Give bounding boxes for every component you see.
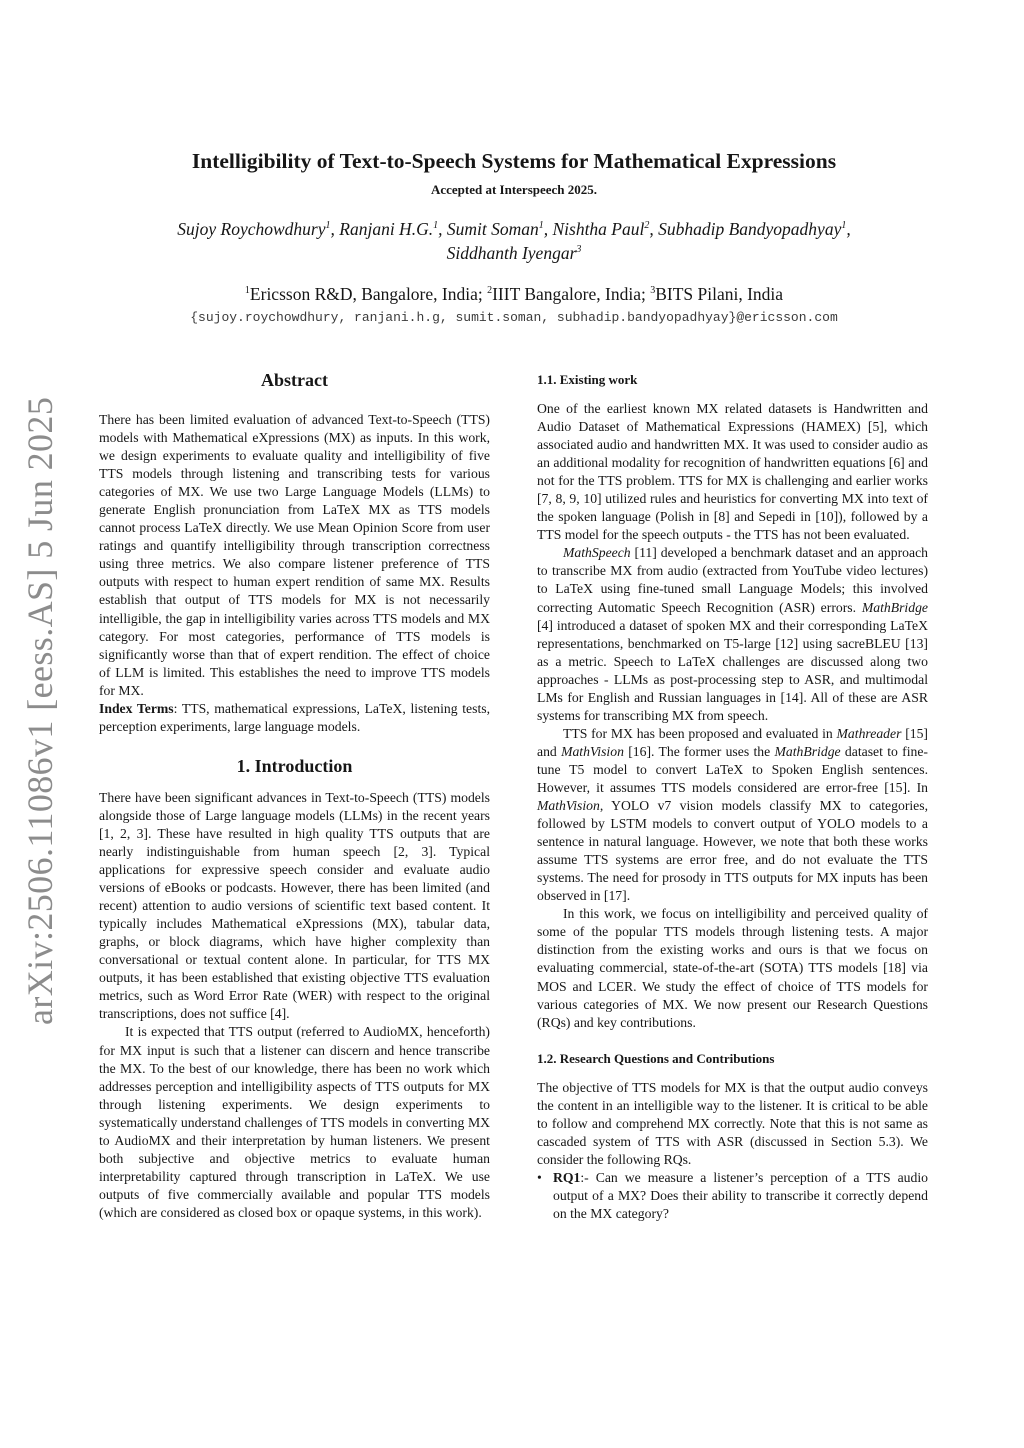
paper-name-emphasis: MathVision <box>561 743 624 759</box>
author-separator: , <box>330 219 340 239</box>
index-terms-text: : TTS, mathematical expressions, LaTeX, listening tests, perception experiments, large language models. <box>99 700 490 734</box>
author-affiliation-mark: 1 <box>325 220 331 232</box>
author-affiliation-mark: 1 <box>841 220 847 232</box>
arxiv-side-stamp: arXiv:2506.11086v1 [eess.AS] 5 Jun 2025 <box>20 396 60 1025</box>
author-affiliation-mark: 1 <box>433 220 439 232</box>
author-list <box>90 217 938 265</box>
abstract-heading: Abstract <box>261 370 328 390</box>
index-terms-label: Index Terms <box>99 700 174 716</box>
accepted-note: Accepted at Interspeech 2025. <box>430 182 598 197</box>
intro-paragraph-1: There have been significant advances in Text-to-Speech (TTS) models alongside those of Large language models (LLMs) in the recent years [1, 2, 3]. These have resulted in high quality TTS outputs that are nearly indistinguishable from human speech [2, 3]. Typical applications for expressive speech consider and evaluate audio versions of eBooks or podcasts. However, there has been limited (and recent) attention to audio versions of scientific text based content. It typically includes Mathematical eXpressions (MX), tabular data, graphs, or block diagrams, which have higher complexity than conversational or textual content alone. In particular, for TTS MX outputs, it has been established that existing objective TTS evaluation metrics, such as Word Error Rate (WER) with respect to the original transcriptions, does not suffice [4]. <box>99 789 490 1022</box>
author-separator: , <box>846 219 851 239</box>
affiliation: Ericsson R&D, Bangalore, India <box>249 284 478 304</box>
paragraph-text: TTS for MX has been proposed and evaluated in <box>563 725 837 741</box>
paper-name-emphasis: MathVision <box>537 798 600 814</box>
paper-name-emphasis: Mathreader <box>836 725 902 741</box>
rq1-text: :- Can we measure a listener’s perception of a TTS audio output of a MX? Does their ability to transcribe it correctly depend on the MX category? <box>553 1169 928 1221</box>
author-name: Nishtha Paul <box>552 219 645 239</box>
existing-paragraph-3 <box>537 725 928 905</box>
affiliation-number: 2 <box>487 285 493 297</box>
author-affiliation-mark: 1 <box>538 220 544 232</box>
paper-name-emphasis: MathSpeech <box>563 545 631 561</box>
existing-paragraph-1: One of the earliest known MX related datasets is Handwritten and Audio Dataset of Mathematical Expressions (HAMEX) [5], which associated audio and handwritten MX. It was used to consider audio as an additional modality for recognition of handwritten equations [6] and not for the TTS problem. TTS for MX is challenging and earlier works [7, 8, 9, 10] utilized rules and heuristics for converting MX into text of the spoken language (Polish in [8] and Sepedi in [10]), followed by a TTS model for the speech outputs - the TTS has not been evaluated. <box>537 401 928 543</box>
affiliation-number: 1 <box>244 285 250 297</box>
existing-paragraph-2 <box>537 544 928 724</box>
affiliation-number: 3 <box>650 285 656 297</box>
research-questions-heading: 1.2. Research Questions and Contributions <box>537 1050 775 1066</box>
paragraph-text: , YOLO v7 vision models classify MX to categories, followed by LSTM models to convert output of YOLO models to a sentence in natural language. However, we note that both these works assume TTS systems are error free, and do not evaluate the TTS systems. The need for prosody in TTS outputs for MX inputs has been observed in [17]. <box>537 798 928 904</box>
affiliation-separator: ; <box>477 284 488 304</box>
introduction-heading: 1. Introduction <box>236 755 353 776</box>
paragraph-text: [15] and <box>537 725 928 759</box>
author-name: Subhadip Bandyopadhyay <box>658 219 842 239</box>
author-name: Sujoy Roychowdhury <box>177 219 326 239</box>
paragraph-text: [11] developed a benchmark dataset and an approach to transcribe MX from audio (extracted from YouTube video lectures) to LaTeX using fine-tuned small Language Models; this involved correcting Automatic Speech Recognition (ASR) errors. <box>537 545 928 615</box>
paper-title: Intelligibility of Text-to-Speech Systems for Mathematical Expressions <box>191 149 837 173</box>
index-terms <box>99 700 490 736</box>
intro-paragraph-2: It is expected that TTS output (referred to AudioMX, henceforth) for MX input is such that a listener can discern and hence transcribe the MX. To the best of our knowledge, there has been no work which addresses perception and intelligibility aspects of TTS outputs for MX through listening experiments. We design experiments to systematically understand challenges of TTS models in converting MX to AudioMX and their interpretation by human listeners. We present both subjective and objective metrics to evaluate human interpretability captured through transcription in LaTeX. We use outputs of five commercially available and popular TTS models (which are considered as closed box or opaque systems, in this work). <box>99 1024 490 1220</box>
author-name: Siddhanth Iyengar <box>446 243 577 263</box>
paper-header <box>90 140 938 328</box>
existing-work-heading: 1.1. Existing work <box>537 372 638 387</box>
author-affiliation-mark: 3 <box>576 244 582 256</box>
rq-paragraph-1: The objective of TTS models for MX is that the output audio conveys the content in an intelligible way to the listener. It is critical to be able to follow and comprehend MX correctly. Note that this is not same as cascaded system of TTS with ASR (discussed in Section 5.3). We consider the following RQs. <box>537 1079 928 1167</box>
author-name: Sumit Soman <box>446 219 539 239</box>
author-separator: , <box>543 219 553 239</box>
author-emails: {sujoy.roychowdhury, ranjani.h.g, sumit.soman, subhadip.bandyopadhyay}@ericsson.com <box>190 310 838 325</box>
affiliation: BITS Pilani, India <box>655 284 784 304</box>
author-name: Ranjani H.G. <box>339 219 434 239</box>
author-separator: , <box>438 219 447 239</box>
abstract-text: There has been limited evaluation of advanced Text-to-Speech (TTS) models with Mathematical eXpressions (MX) as inputs. In this work, we design experiments to evaluate quality and intelligibility of five TTS models through listening and transcribing tests for various categories of MX. We use two Large Language Models (LLMs) to generate English pronunciation from LaTeX MX as TTS models cannot process LaTeX directly. We use Mean Opinion Score from user ratings and quantify intelligibility through transcription correctness using three metrics. We also compare listener preference of TTS outputs with respect to human expert rendition of same MX. Results establish that output of TTS models for MX is not necessarily intelligible, the gap in intelligibility varies across TTS models and MX category. For most categories, performance of TTS models is significantly worse than that of expert rendition. The effect of choice of LLM is limited. This establishes the need to improve TTS models for MX. <box>99 412 490 698</box>
bullet-icon: • <box>537 1169 542 1185</box>
author-affiliation-mark: 2 <box>644 220 650 232</box>
paragraph-text: dataset to fine-tune T5 model to convert LaTeX to Spoken English sentences. However, it assumes TTS models considered are error-free [15]. In <box>537 743 928 795</box>
rq1-label: RQ1 <box>553 1169 581 1185</box>
affiliation-separator: ; <box>640 284 651 304</box>
affiliation-list <box>90 282 938 306</box>
paragraph-text: [16]. The former uses the <box>623 743 775 759</box>
paper-name-emphasis: MathBridge <box>774 743 841 759</box>
affiliation: IIIT Bangalore, India <box>492 284 641 304</box>
left-column <box>99 368 490 1222</box>
existing-paragraph-4: In this work, we focus on intelligibility and perceived quality of some of the popular TTS models through listening tests. A major distinction from the existing works and ours is that we focus on evaluating commercial, state-of-the-art (SOTA) TTS models [18] via MOS and LCER. We study the effect of choice of TTS models for various categories of MX. We now present our Research Questions (RQs) and key contributions. <box>537 906 928 1030</box>
rq1-item <box>537 1169 928 1223</box>
paragraph-text: [4] introduced a dataset of spoken MX and their corresponding LaTeX representations, benchmarked on T5-large [12] using sacreBLEU [13] as a metric. Speech to LaTeX challenges are discussed along two approaches - LLMs as post-processing step to ASR, and multimodal LMs for English and Russian languages in [14]. All of these are ASR systems for transcribing MX from speech. <box>537 617 928 723</box>
author-separator: , <box>649 219 659 239</box>
paper-name-emphasis: MathBridge <box>861 599 928 615</box>
right-column <box>537 371 928 1223</box>
